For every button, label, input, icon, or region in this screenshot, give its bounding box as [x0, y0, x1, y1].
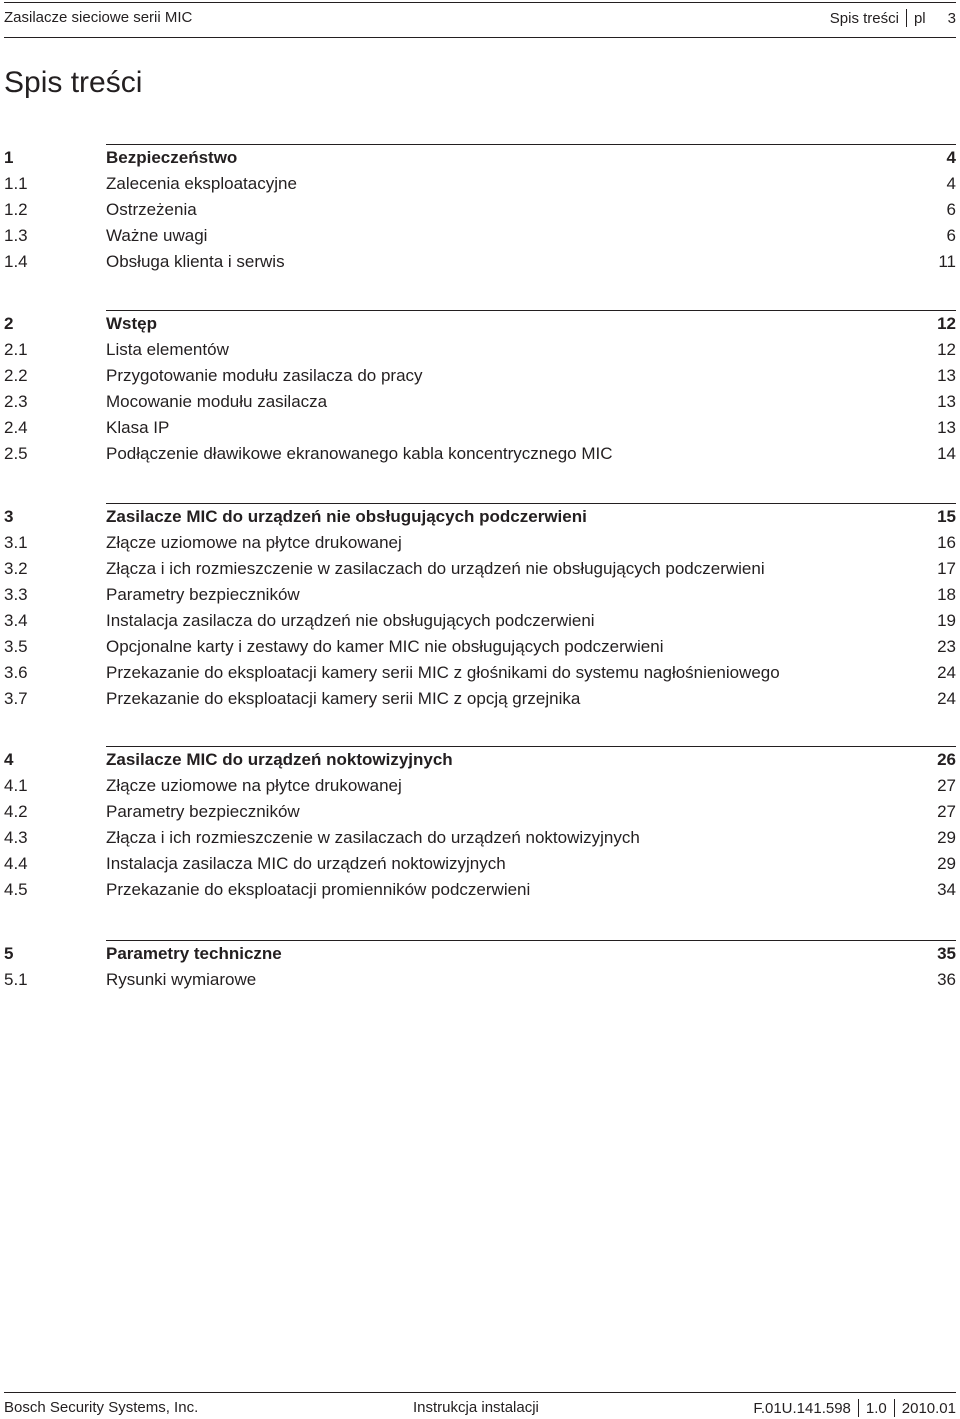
toc-entry-page-number: 24	[937, 689, 956, 708]
toc-entry-number: 4.4	[4, 854, 28, 873]
toc-entry-number: 5	[4, 944, 14, 963]
toc-entry-number: 3.2	[4, 559, 28, 578]
toc-entry[interactable]	[4, 389, 956, 415]
header-right-group	[830, 9, 956, 27]
toc-entry-number: 3.1	[4, 533, 28, 552]
toc-entry-title: Ważne uwagi	[106, 226, 208, 245]
header-language: pl	[913, 9, 926, 27]
toc-entry-title: Złącza i ich rozmieszczenie w zasilaczach do urządzeń nie obsługujących podczerwieni	[106, 559, 765, 578]
toc-entry-page-number: 12	[937, 340, 956, 359]
footer-separator	[858, 1399, 859, 1417]
toc-entry-title: Lista elementów	[106, 340, 229, 359]
toc-entry-title: Zasilacze MIC do urządzeń noktowizyjnych	[106, 750, 453, 769]
toc-entry[interactable]	[4, 773, 956, 799]
toc-chapter-entry[interactable]	[4, 941, 956, 967]
toc-entry-number: 3.4	[4, 611, 28, 630]
toc-entry[interactable]	[4, 582, 956, 608]
toc-entry-page-number: 17	[937, 559, 956, 578]
toc-entry-number: 3.6	[4, 663, 28, 682]
toc-entry-page-number: 6	[946, 200, 956, 219]
toc-entry-page-number: 29	[937, 828, 956, 847]
toc-entry-number: 3.3	[4, 585, 28, 604]
page-title: Spis treści	[4, 66, 143, 99]
toc-entry-page-number: 35	[937, 944, 956, 963]
toc-entry-number: 2	[4, 314, 14, 333]
toc-entry-page-number: 6	[946, 226, 956, 245]
header-separator	[906, 9, 907, 27]
header-page-number: 3	[947, 9, 956, 27]
header-section-name: Spis treści	[829, 9, 899, 27]
footer-version: 1.0	[865, 1399, 887, 1417]
toc-chapter-entry[interactable]	[4, 311, 956, 337]
toc-entry[interactable]	[4, 634, 956, 660]
toc-entry-title: Złącze uziomowe na płytce drukowanej	[106, 533, 402, 552]
toc-entry-title: Przygotowanie modułu zasilacza do pracy	[106, 366, 423, 385]
toc-entry-title: Parametry bezpieczników	[106, 802, 300, 821]
toc-entry[interactable]	[4, 851, 956, 877]
toc-entry-title: Opcjonalne karty i zestawy do kamer MIC nie obsługujących podczerwieni	[106, 637, 664, 656]
toc-entry[interactable]	[4, 660, 956, 686]
toc-entry-page-number: 13	[937, 366, 956, 385]
toc-entry-number: 4	[4, 750, 14, 769]
page-footer	[4, 1392, 956, 1419]
toc-entry-number: 3.7	[4, 689, 28, 708]
toc-entry[interactable]	[4, 249, 956, 275]
toc-entry-number: 4.5	[4, 880, 28, 899]
toc-entry-title: Bezpieczeństwo	[106, 148, 238, 167]
toc-entry[interactable]	[4, 967, 956, 993]
toc-entry[interactable]	[4, 799, 956, 825]
toc-entry-title: Przekazanie do eksploatacji kamery serii MIC z opcją grzejnika	[106, 689, 581, 708]
toc-entry[interactable]	[4, 825, 956, 851]
toc-entry-title: Instalacja zasilacza do urządzeń nie obsługujących podczerwieni	[106, 611, 595, 630]
toc-entry-title: Złącza i ich rozmieszczenie w zasilaczach do urządzeń noktowizyjnych	[106, 828, 640, 847]
toc-entry-page-number: 27	[937, 802, 956, 821]
toc-entry-number: 2.4	[4, 418, 28, 437]
toc-entry-title: Parametry bezpieczników	[106, 585, 300, 604]
toc-entry[interactable]	[4, 197, 956, 223]
toc-entry[interactable]	[4, 337, 956, 363]
toc-entry-number: 1.4	[4, 252, 28, 271]
toc-chapter-entry[interactable]	[4, 504, 956, 530]
toc-entry-title: Parametry techniczne	[106, 944, 282, 963]
toc-entry-page-number: 4	[946, 174, 956, 193]
toc-entry-title: Rysunki wymiarowe	[106, 970, 257, 989]
toc-entry-page-number: 15	[937, 507, 956, 526]
toc-entry[interactable]	[4, 556, 956, 582]
footer-separator	[894, 1399, 895, 1417]
toc-entry-number: 2.2	[4, 366, 28, 385]
footer-company: Bosch Security Systems, Inc.	[4, 1399, 199, 1416]
toc-entry-number: 1.1	[4, 174, 28, 193]
toc-entry-number: 4.2	[4, 802, 28, 821]
toc-entry[interactable]	[4, 608, 956, 634]
toc-entry[interactable]	[4, 441, 956, 467]
toc-entry-page-number: 11	[938, 252, 956, 271]
toc-entry-page-number: 13	[937, 418, 956, 437]
toc-entry[interactable]	[4, 877, 956, 903]
toc-entry[interactable]	[4, 415, 956, 441]
toc-entry-title: Mocowanie modułu zasilacza	[106, 392, 328, 411]
toc-entry-page-number: 4	[946, 148, 956, 167]
page-header	[4, 2, 956, 38]
toc-entry-page-number: 13	[937, 392, 956, 411]
footer-date: 2010.01	[901, 1399, 956, 1417]
toc-entry-page-number: 36	[937, 970, 956, 989]
toc-entry-page-number: 23	[937, 637, 956, 656]
toc-entry-title: Przekazanie do eksploatacji kamery serii MIC z głośnikami do systemu nagłośnieniowego	[106, 663, 780, 682]
toc-entry-number: 3.5	[4, 637, 28, 656]
toc-entry[interactable]	[4, 223, 956, 249]
toc-entry-number: 2.5	[4, 444, 28, 463]
toc-entry-page-number: 34	[937, 880, 956, 899]
footer-document-number: F.01U.141.598	[753, 1399, 851, 1417]
toc-entry[interactable]	[4, 686, 956, 712]
toc-entry-number: 1	[4, 148, 14, 167]
toc-entry-title: Wstęp	[106, 314, 157, 333]
header-product-name: Zasilacze sieciowe serii MIC	[4, 9, 193, 26]
toc-chapter-entry[interactable]	[4, 145, 956, 171]
footer-document-info	[753, 1399, 956, 1417]
toc-entry-number: 2.1	[4, 340, 28, 359]
toc-entry-number: 3	[4, 507, 14, 526]
toc-entry-title: Zalecenia eksploatacyjne	[106, 174, 297, 193]
toc-entry-title: Podłączenie dławikowe ekranowanego kabla koncentrycznego MIC	[106, 444, 613, 463]
toc-entry-page-number: 16	[937, 533, 956, 552]
toc-entry-title: Złącze uziomowe na płytce drukowanej	[106, 776, 402, 795]
toc-entry-title: Klasa IP	[106, 418, 170, 437]
footer-document-type: Instrukcja instalacji	[413, 1399, 539, 1416]
toc-entry-title: Przekazanie do eksploatacji promienników podczerwieni	[106, 880, 531, 899]
toc-entry-number: 1.2	[4, 200, 28, 219]
toc-entry-page-number: 14	[937, 444, 956, 463]
toc-chapter-entry[interactable]	[4, 747, 956, 773]
toc-entry-title: Zasilacze MIC do urządzeń nie obsługujących podczerwieni	[106, 507, 587, 526]
toc-entry-number: 4.1	[4, 776, 28, 795]
toc-entry[interactable]	[4, 363, 956, 389]
toc-entry-title: Ostrzeżenia	[106, 200, 197, 219]
toc-entry-number: 4.3	[4, 828, 28, 847]
toc-entry-page-number: 29	[937, 854, 956, 873]
toc-entry-number: 2.3	[4, 392, 28, 411]
toc-entry-page-number: 18	[937, 585, 956, 604]
toc-entry[interactable]	[4, 171, 956, 197]
toc-entry-page-number: 27	[937, 776, 956, 795]
toc-entry-page-number: 12	[937, 314, 956, 333]
toc-entry-number: 1.3	[4, 226, 28, 245]
toc-entry-page-number: 26	[937, 750, 956, 769]
toc-entry[interactable]	[4, 530, 956, 556]
toc-entry-number: 5.1	[4, 970, 28, 989]
toc-entry-page-number: 24	[937, 663, 956, 682]
toc-entry-title: Instalacja zasilacza MIC do urządzeń noktowizyjnych	[106, 854, 506, 873]
toc-entry-page-number: 19	[937, 611, 956, 630]
toc-entry-title: Obsługa klienta i serwis	[106, 252, 285, 271]
